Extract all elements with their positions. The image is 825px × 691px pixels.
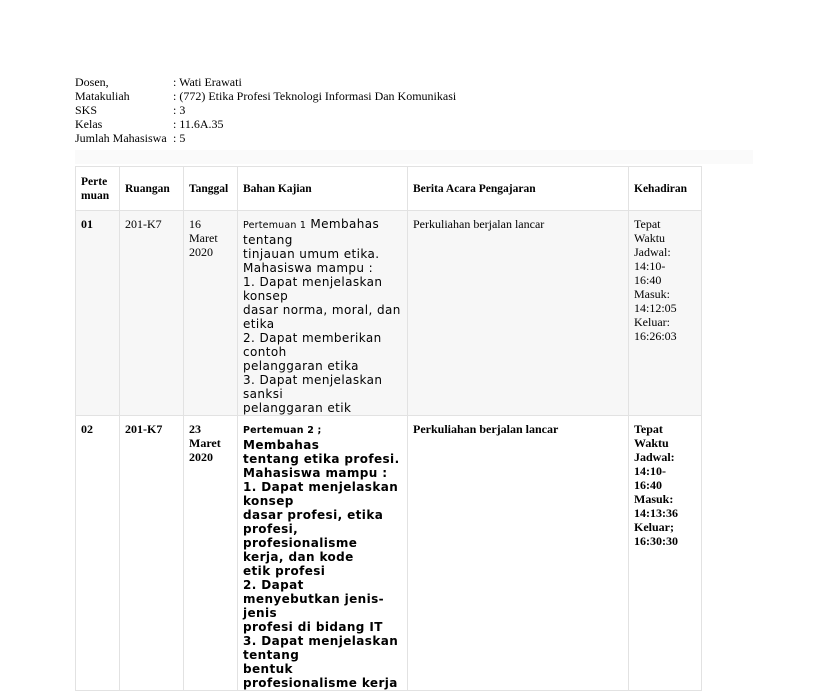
bahan-line: Mahasiswa mampu :	[243, 466, 388, 480]
tanggal-line: 2020	[189, 245, 213, 259]
header-pertemuan	[76, 167, 120, 211]
info-row-kelas	[75, 117, 456, 131]
header-pertemuan-line: muan	[81, 189, 110, 202]
kehadiran-line: 16:30:30	[634, 534, 678, 548]
bahan-line	[243, 422, 402, 452]
info-row-matakuliah	[75, 89, 456, 103]
bahan-line: profesi di bidang IT	[243, 620, 383, 634]
bahan-line: 1. Dapat menjelaskan konsep	[243, 275, 383, 303]
dosen-value: : Wati Erawati	[173, 75, 242, 89]
table-header-row	[76, 167, 702, 211]
header-tanggal: Tanggal	[184, 167, 238, 211]
jumlah-value: : 5	[173, 131, 186, 145]
cell-ruangan: 201-K7	[120, 416, 184, 691]
cell-bahan-kajian	[238, 211, 408, 416]
attendance-table	[75, 166, 702, 691]
dosen-label: Dosen,	[75, 75, 109, 89]
kehadiran-line: 14:12:05	[634, 301, 677, 315]
kehadiran-line: Masuk:	[634, 287, 670, 301]
header-kehadiran: Kehadiran	[629, 167, 702, 211]
separator-band	[75, 150, 753, 164]
bahan-line: pelanggaran etika	[243, 359, 359, 373]
kehadiran-line: 16:26:03	[634, 329, 677, 343]
info-row-sks	[75, 103, 456, 117]
bahan-line: bentuk profesionalisme kerja	[243, 662, 398, 690]
kehadiran-line: Tepat	[634, 217, 661, 231]
header-berita-acara: Berita Acara Pengajaran	[408, 167, 629, 211]
cell-tanggal	[184, 211, 238, 416]
course-info	[75, 75, 456, 145]
cell-tanggal	[184, 416, 238, 691]
kehadiran-line: Tepat	[634, 422, 663, 436]
kehadiran-line: Jadwal:	[634, 245, 671, 259]
bahan-line: 3. Dapat menjelaskan tentang	[243, 634, 399, 662]
cell-kehadiran	[629, 211, 702, 416]
bahan-line: 2. Dapat memberikan contoh	[243, 331, 382, 359]
sks-label: SKS	[75, 103, 98, 117]
header-bahan-kajian: Bahan Kajian	[238, 167, 408, 211]
kehadiran-line: Masuk:	[634, 492, 674, 506]
tanggal-line: 2020	[189, 450, 213, 464]
bahan-text: Membahas tentang	[243, 217, 380, 247]
tanggal-line: 16	[189, 217, 201, 231]
kehadiran-line: Jadwal:	[634, 450, 675, 464]
bahan-text: Membahas	[243, 438, 320, 452]
tanggal-line: Maret	[189, 436, 221, 450]
bahan-lead: Pertemuan 1	[243, 220, 307, 231]
sks-value: : 3	[173, 103, 186, 117]
table-row	[76, 211, 702, 416]
bahan-line: tinjauan umum etika.	[243, 247, 380, 261]
tanggal-line: Maret	[189, 231, 218, 245]
bahan-line: Mahasiswa mampu :	[243, 261, 374, 275]
matakuliah-label: Matakuliah	[75, 89, 130, 103]
cell-ruangan: 201-K7	[120, 211, 184, 416]
cell-pertemuan: 02	[76, 416, 120, 691]
bahan-line: dasar norma, moral, dan etika	[243, 303, 401, 331]
kelas-value: : 11.6A.35	[173, 117, 224, 131]
jumlah-label: Jumlah Mahasiswa	[75, 131, 167, 145]
kelas-label: Kelas	[75, 117, 103, 131]
bahan-line: 1. Dapat menjelaskan konsep	[243, 480, 399, 508]
bahan-line: pelanggaran etik	[243, 401, 352, 415]
bahan-line: profesionalisme kerja, dan kode	[243, 536, 358, 564]
bahan-line: dasar profesi, etika profesi,	[243, 508, 384, 536]
cell-kehadiran	[629, 416, 702, 691]
kehadiran-line: 14:10-	[634, 259, 666, 273]
kehadiran-line: Keluar:	[634, 315, 670, 329]
kehadiran-line: 16:40	[634, 478, 662, 492]
bahan-line: tentang etika profesi.	[243, 452, 400, 466]
header-ruangan: Ruangan	[120, 167, 184, 211]
cell-pertemuan: 01	[76, 211, 120, 416]
matakuliah-value: : (772) Etika Profesi Teknologi Informasi Dan Komunikasi	[173, 89, 457, 103]
kehadiran-line: 16:40	[634, 273, 662, 287]
cell-berita-acara: Perkuliahan berjalan lancar	[408, 211, 629, 416]
bahan-line: 3. Dapat menjelaskan sanksi	[243, 373, 383, 401]
kehadiran-line: Waktu	[634, 436, 669, 450]
kehadiran-line: 14:10-	[634, 464, 666, 478]
kehadiran-line: Waktu	[634, 231, 666, 245]
table-row	[76, 416, 702, 691]
bahan-line: 2. Dapat menyebutkan jenis-jenis	[243, 578, 385, 620]
bahan-line	[243, 217, 402, 247]
info-row-jumlah	[75, 131, 456, 145]
cell-bahan-kajian	[238, 416, 408, 691]
bahan-lead: Pertemuan 2 ;	[243, 425, 322, 436]
bahan-line: etik profesi	[243, 564, 326, 578]
kehadiran-line: 14:13:36	[634, 506, 678, 520]
cell-berita-acara: Perkuliahan berjalan lancar	[408, 416, 629, 691]
kehadiran-line: Keluar;	[634, 520, 674, 534]
header-pertemuan-line: Perte	[81, 175, 108, 188]
info-row-dosen	[75, 75, 456, 89]
tanggal-line: 23	[189, 422, 201, 436]
